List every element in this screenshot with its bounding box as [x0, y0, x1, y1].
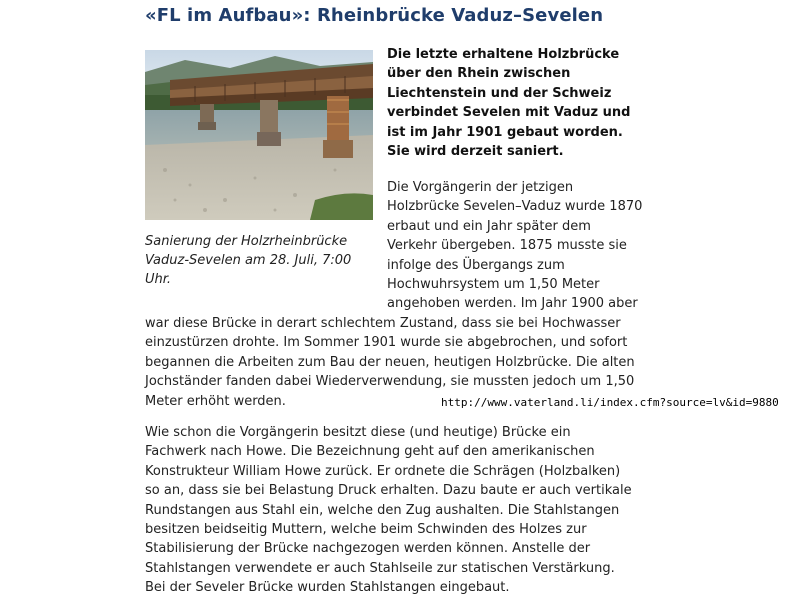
article-title: «FL im Aufbau»: Rheinbrücke Vaduz–Sevelen: [145, 5, 604, 26]
caption-line: Sanierung der Holzrheinbrücke: [145, 234, 348, 249]
paragraph-line: Stabilisierung der Brücke nachgezogen werden können. Anstelle der: [145, 541, 591, 557]
lead-line: ist im Jahr 1901 gebaut worden.: [387, 124, 623, 140]
paragraph-line: Stahlstangen verwendete er auch Stahlseile zur statischen Verstärkung.: [145, 560, 615, 576]
caption-line: Uhr.: [145, 272, 172, 287]
photo-caption: [145, 232, 380, 289]
paragraph-2: [145, 423, 660, 598]
paragraph-line: Die Vorgängerin der jetzigen: [387, 180, 574, 195]
lead-line: Die letzte erhaltene Holzbrücke: [387, 47, 620, 62]
paragraph-line: Wie schon die Vorgängerin besitzt diese (und heutige) Brücke ein: [145, 425, 571, 440]
lead-line: verbindet Sevelen mit Vaduz und: [387, 105, 631, 121]
paragraph-line: Jochständer fanden dabei Wiederverwendung, sie mussten jedoch um 1,50: [145, 374, 635, 390]
article-lead: [387, 45, 657, 161]
paragraph-line: erbaut und ein Jahr später dem: [387, 218, 591, 234]
paragraph-line: besitzen beidseitig Muttern, welche beim Schwinden des Holzes zur: [145, 522, 587, 538]
lead-line: über den Rhein zwischen: [387, 66, 571, 82]
paragraph-line: Verkehr übergeben. 1875 musste sie: [387, 238, 627, 254]
paragraph-line: angehoben werden. Im Jahr 1900 aber: [387, 296, 638, 312]
caption-line: Vaduz-Sevelen am 28. Juli, 7:00: [145, 253, 352, 268]
paragraph-line: Meter erhöht werden.: [145, 393, 286, 409]
paragraph-line: Konstrukteur William Howe zurück. Er ordnete die Schrägen (Holzbalken): [145, 463, 621, 479]
paragraph-line: war diese Brücke in derart schlechtem Zustand, dass sie bei Hochwasser: [145, 316, 621, 331]
source-url-link[interactable]: http://www.vaterland.li/index.cfm?source=lv&id=9880: [441, 396, 779, 409]
paragraph-line: begannen die Arbeiten zum Bau der neuen, heutigen Holzbrücke. Die alten: [145, 354, 635, 370]
paragraph-line: Hochwuhrsystem um 1,50 Meter: [387, 277, 600, 293]
paragraph-line: Fachwerk nach Howe. Die Bezeichnung geht auf den amerikanischen: [145, 444, 595, 460]
lead-line: Liechtenstein und der Schweiz: [387, 85, 612, 101]
paragraph-line: Holzbrücke Sevelen–Vaduz wurde 1870: [387, 199, 643, 215]
paragraph-1-wrap: [387, 178, 667, 314]
paragraph-line: Bei der Seveler Brücke wurden Stahlstangen eingebaut.: [145, 580, 510, 596]
paragraph-line: Rundstangen aus Stahl ein, welche den Zug aushalten. Die Stahlstangen: [145, 502, 620, 518]
lead-line: Sie wird derzeit saniert.: [387, 144, 564, 160]
paragraph-line: infolge des Übergangs zum: [387, 257, 565, 273]
bridge-photo-illustration: [145, 50, 373, 220]
bridge-photo: [145, 50, 373, 220]
paragraph-line: so an, dass sie bei Belastung Druck erhalten. Dazu baute er auch vertikale: [145, 483, 632, 499]
paragraph-line: einzustürzen drohte. Im Sommer 1901 wurde sie abgebrochen, und sofort: [145, 335, 628, 351]
